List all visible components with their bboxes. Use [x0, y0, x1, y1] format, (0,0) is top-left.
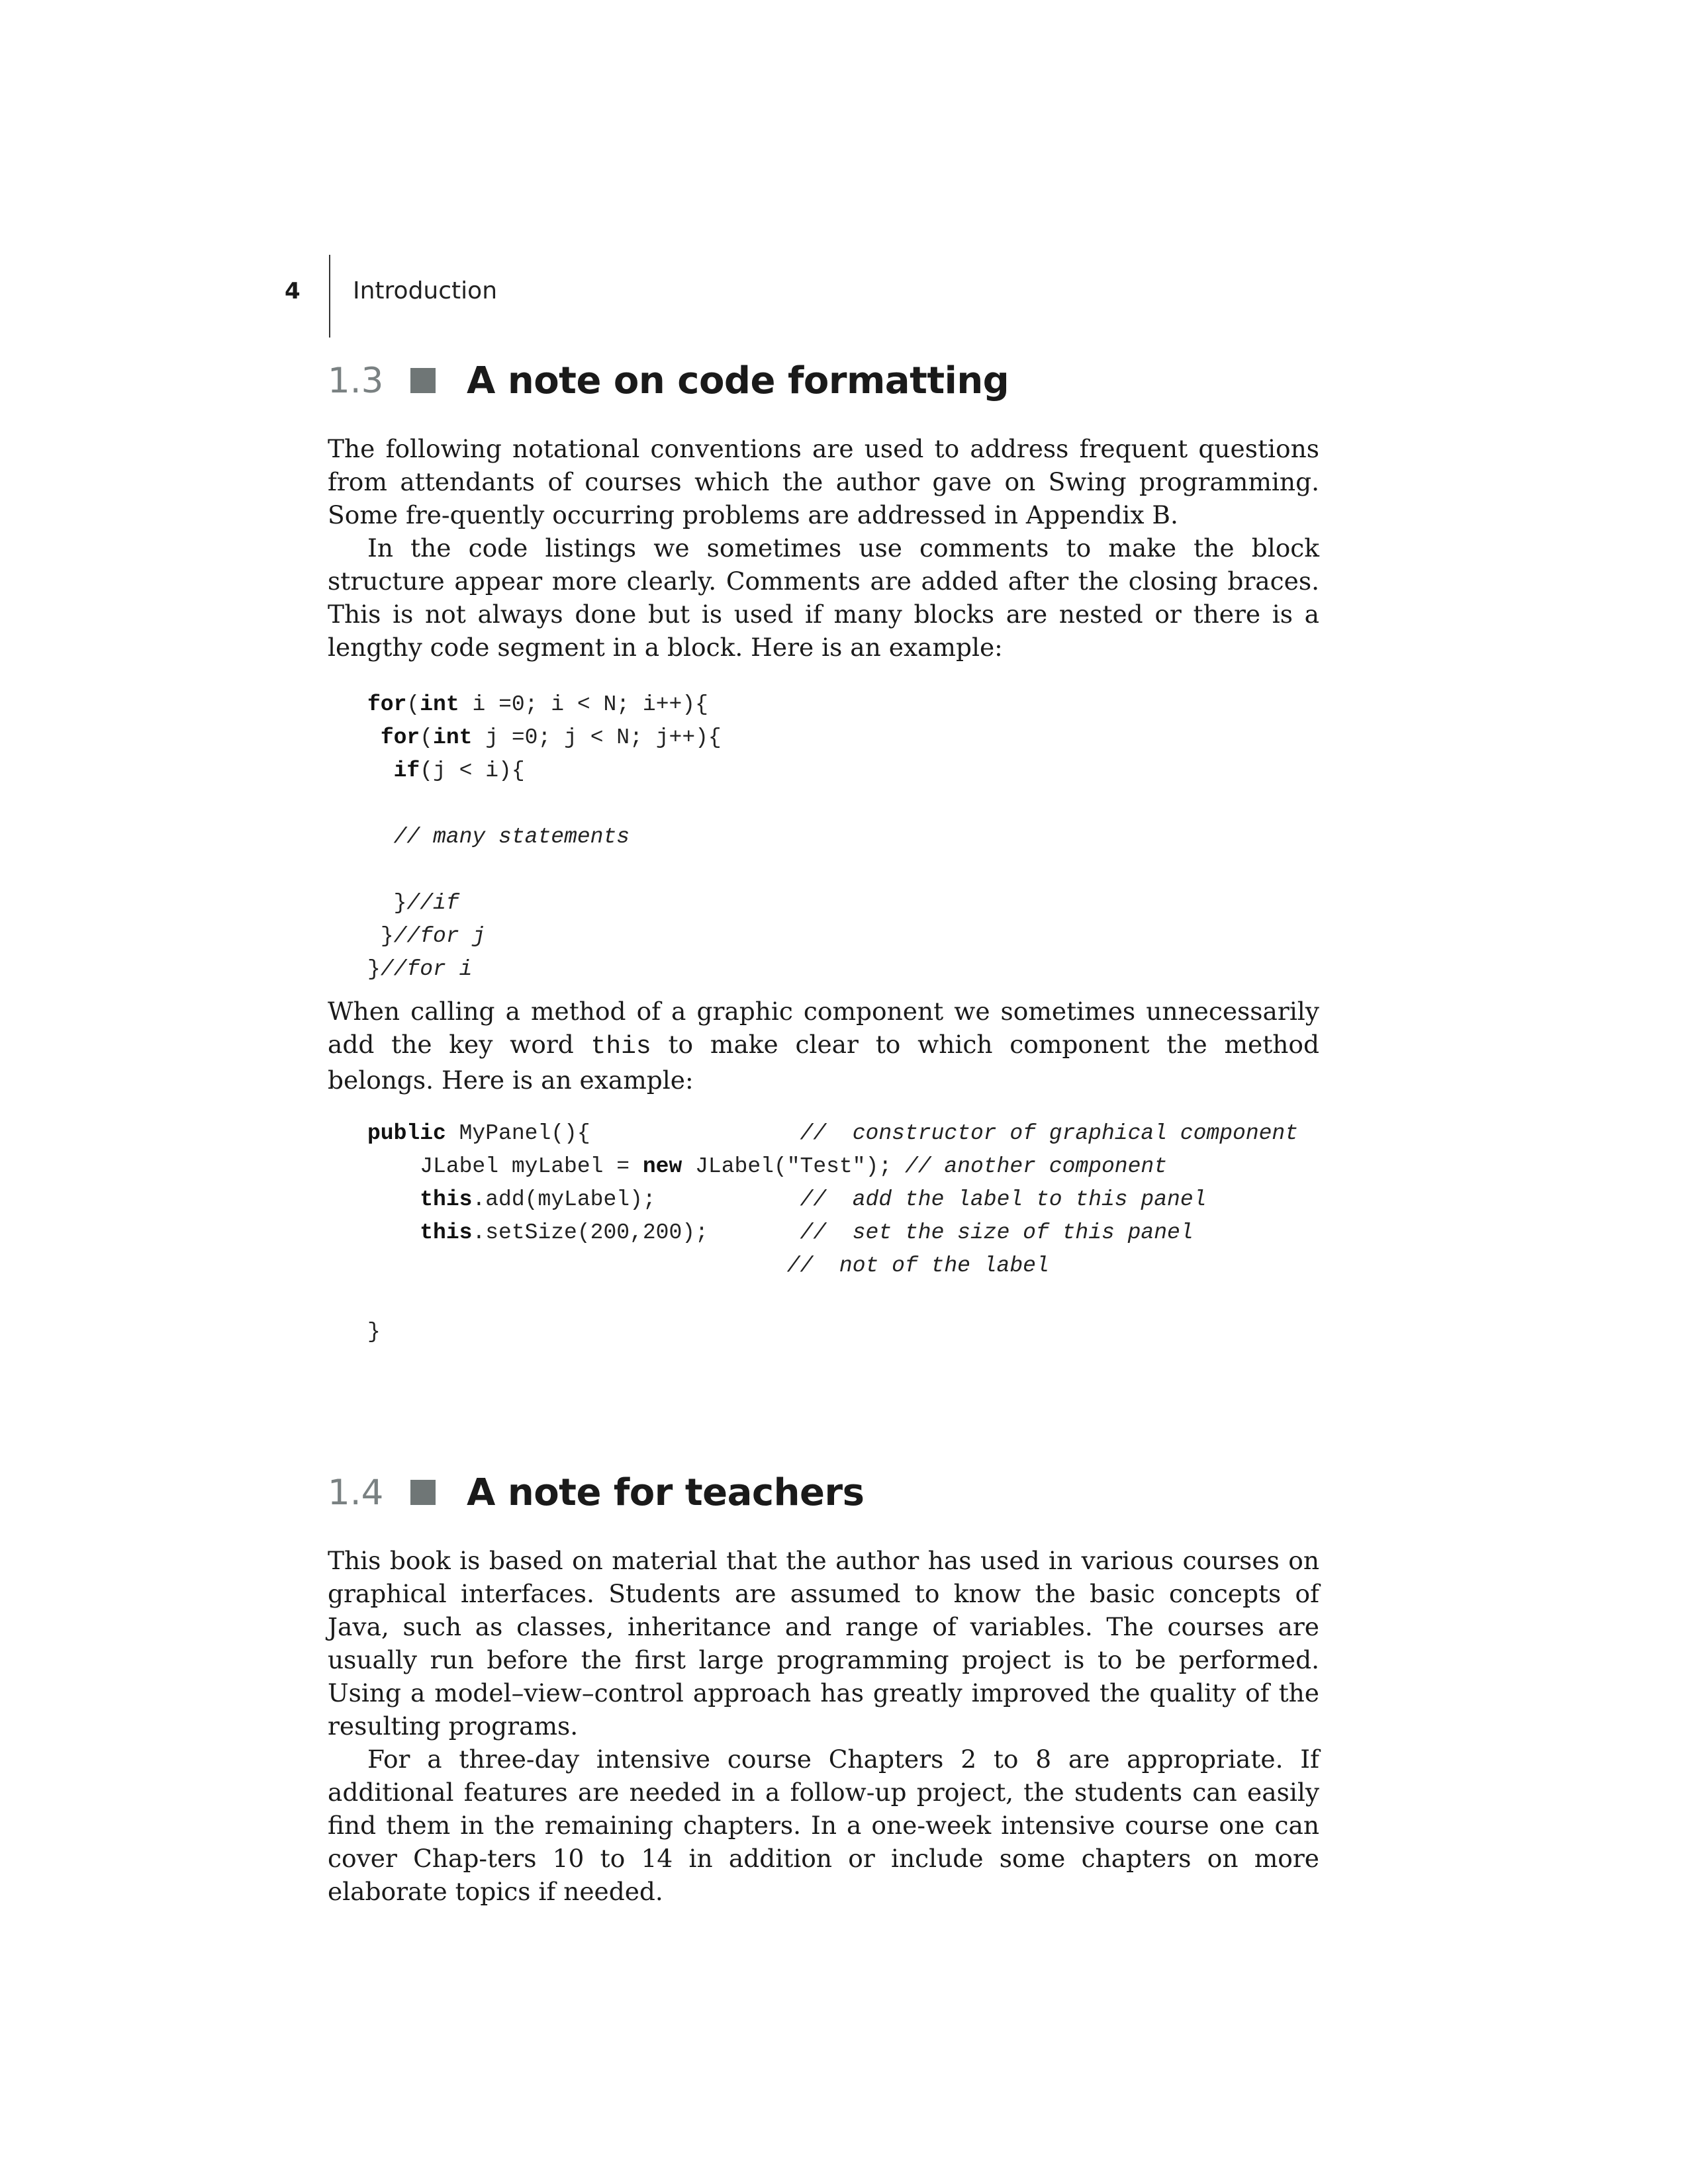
code-keyword: this	[420, 1220, 473, 1245]
code-comment: //if	[406, 891, 459, 915]
code-comment: // add the label to this panel	[800, 1187, 1207, 1212]
code-line	[367, 1117, 1298, 1150]
code-text: JLabel("Test");	[682, 1154, 905, 1179]
code-text: MyPanel(){	[445, 1121, 800, 1146]
code-keyword: for	[380, 725, 420, 750]
section-heading-1-4	[328, 1466, 864, 1519]
code-listing-nested-loops	[367, 688, 722, 986]
inline-code: this	[590, 1032, 651, 1061]
code-text	[367, 1187, 420, 1212]
code-text: .add(myLabel);	[472, 1187, 800, 1212]
section-title: A note for teachers	[467, 1471, 865, 1514]
code-keyword: new	[642, 1154, 682, 1179]
code-line	[367, 1250, 1298, 1283]
code-line	[367, 688, 722, 721]
section-marker-square	[410, 368, 436, 393]
code-keyword: if	[393, 758, 420, 783]
code-line	[367, 1216, 1298, 1250]
code-comment: // many statements	[393, 825, 630, 849]
code-line	[367, 788, 722, 821]
code-text: i =0; i < N; i++){	[459, 692, 708, 717]
code-keyword: for	[367, 692, 407, 717]
running-head-title: Introduction	[353, 277, 498, 304]
section-number: 1.3	[328, 360, 384, 401]
code-line	[367, 1316, 1298, 1349]
paragraph: For a three-day intensive course Chapters 2 to 8 are appropriate. If additional features are needed in a follow-up project, the students can easily find them in the remaining chapters. In a one-week intensive course one can cover Chap-ters 10 to 14 in addition or include some chapters on more elaborate topics if needed.	[328, 1745, 1319, 1906]
code-comment: // another component	[904, 1154, 1168, 1179]
code-text	[367, 825, 394, 849]
section-1-4-body	[328, 1544, 1319, 1908]
code-line	[367, 821, 722, 854]
code-line	[367, 920, 722, 953]
code-line	[367, 721, 722, 754]
section-marker-square	[410, 1480, 436, 1505]
paragraph-text: to make clear to which component the method belongs. Here is an example:	[328, 1030, 1320, 1095]
code-text: }	[380, 924, 394, 948]
paragraph: The following notational conventions are used to address frequent questions from attendants of courses which the author gave on Swing programming. Some fre-quently occurring problems are addressed in Appendix B.	[328, 434, 1319, 529]
section-1-3-after-listing	[328, 995, 1319, 1097]
code-text	[367, 1154, 420, 1179]
code-comment: //for i	[380, 957, 473, 981]
code-keyword: int	[420, 692, 459, 717]
code-keyword: this	[420, 1187, 473, 1212]
code-text: .setSize(200,200);	[472, 1220, 800, 1245]
code-comment: // not of the label	[786, 1253, 1049, 1278]
code-listing-mypanel	[367, 1117, 1298, 1349]
code-line	[367, 1150, 1298, 1183]
code-text	[367, 924, 381, 948]
code-text: (	[420, 725, 434, 750]
page-number: 4	[285, 278, 301, 304]
code-text: }	[367, 1320, 381, 1344]
section-1-3-intro	[328, 432, 1319, 664]
paragraph: In the code listings we sometimes use comments to make the block structure appear more clearly. Comments are added after the closing braces. This is not always done but is used if many blocks are nested or there is a lengthy code segment in a block. Here is an example:	[328, 533, 1319, 662]
code-comment: // constructor of graphical component	[800, 1121, 1299, 1146]
header-divider	[329, 255, 330, 338]
code-text: }	[393, 891, 407, 915]
code-text	[367, 891, 394, 915]
code-text: j =0; j < N; j++){	[472, 725, 722, 750]
code-keyword: public	[367, 1121, 446, 1146]
code-text: (	[406, 692, 420, 717]
paragraph-text: When calling a method of a graphic component we sometimes unnecessarily add the key word	[328, 997, 1319, 1059]
paragraph	[328, 995, 1319, 1097]
code-text	[367, 1220, 420, 1245]
code-line	[367, 854, 722, 887]
code-line	[367, 1183, 1298, 1216]
code-comment: //for j	[393, 924, 486, 948]
code-text: (j < i){	[420, 758, 525, 783]
code-text	[367, 1253, 787, 1278]
code-line	[367, 754, 722, 788]
code-keyword: int	[433, 725, 473, 750]
code-text: JLabel myLabel =	[420, 1154, 643, 1179]
section-heading-1-3	[328, 354, 1009, 407]
section-number: 1.4	[328, 1472, 384, 1513]
code-line	[367, 1283, 1298, 1316]
code-comment: // set the size of this panel	[800, 1220, 1194, 1245]
code-line	[367, 887, 722, 920]
section-title: A note on code formatting	[467, 359, 1009, 402]
code-text: }	[367, 957, 381, 981]
code-text	[367, 725, 381, 750]
paragraph: This book is based on material that the author has used in various courses on graphical interfaces. Students are assumed to know the basic concepts of Java, such as classes, inheritance and range of variables. The courses are usually run before the first large programming project is to be performed. Using a model–view–control approach has greatly improved the quality of the resulting programs.	[328, 1546, 1319, 1741]
code-line	[367, 953, 722, 986]
code-text	[367, 758, 394, 783]
